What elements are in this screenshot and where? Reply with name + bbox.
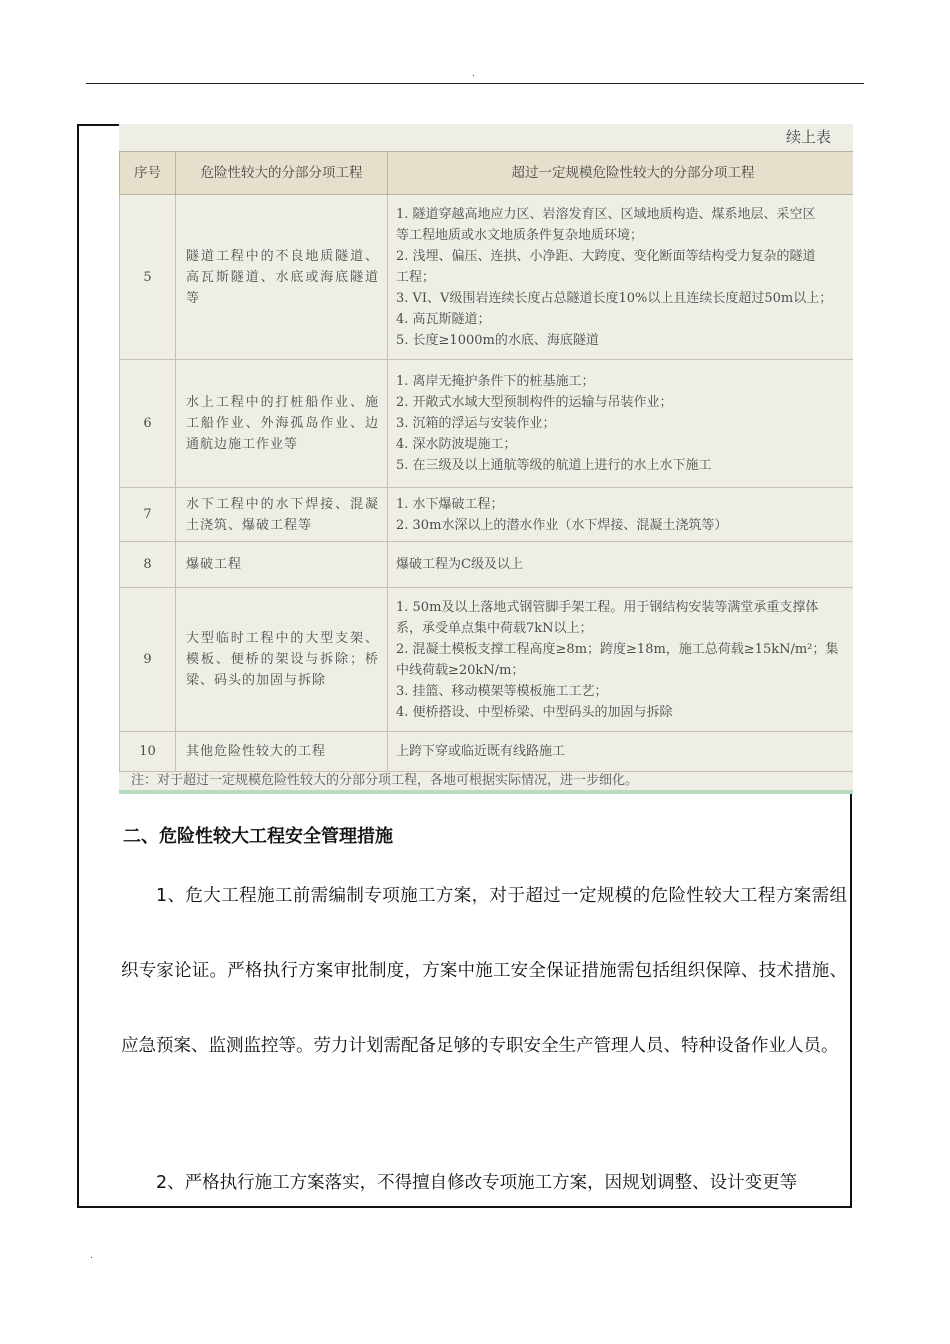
detail-line: 4. 深水防波堤施工； xyxy=(396,437,517,452)
detail-line: 系，承受单点集中荷载7kN以上； xyxy=(396,620,593,636)
detail-line: 中线荷载≥20kN/m； xyxy=(396,662,525,678)
row-details xyxy=(388,488,854,542)
paragraph-1: 1、危大工程施工前需编制专项施工方案，对于超过一定规模的危险性较大工程方案需组织专家论证。严格执行方案审批制度，方案中施工安全保证措施需包括组织保障、技术措施、应急预案、监测监控等。劳力计划需配备足够的专职安全生产管理人员、特种设备作业人员。 xyxy=(121,886,847,1056)
paragraph-2: 2、严格执行施工方案落实，不得擅自修改专项施工方案，因规划调整、设计变更等 xyxy=(156,1173,798,1193)
table-row xyxy=(120,360,854,488)
row-details xyxy=(388,360,854,488)
detail-line: 2. 混凝土模板支撑工程高度≥8m；跨度≥18m，施工总荷载≥15kN/m²；集 xyxy=(396,641,839,657)
row-number: 5 xyxy=(120,195,176,360)
detail-line: 5. 在三级及以上通航等级的航道上进行的水上水下施工 xyxy=(396,458,712,473)
header-rule xyxy=(86,83,864,84)
row-category: 其他危险性较大的工程 xyxy=(176,732,388,772)
table-row xyxy=(120,732,854,772)
detail-line: 上跨下穿或临近既有线路施工 xyxy=(396,744,566,759)
scan-bottom-edge xyxy=(119,790,853,794)
header-seq: 序号 xyxy=(120,152,176,195)
table-note: 注：对于超过一定规模危险性较大的分部分项工程，各地可根据实际情况，进一步细化。 xyxy=(131,773,639,788)
detail-line: 1. 50m及以上落地式钢管脚手架工程。用于钢结构安装等满堂承重支撑体 xyxy=(396,599,819,615)
hazard-table xyxy=(119,151,853,772)
section-title: 二、危险性较大工程安全管理措施 xyxy=(123,826,393,847)
row-number: 9 xyxy=(120,588,176,732)
frame-top-edge xyxy=(77,124,119,126)
footer-dot: . xyxy=(90,1250,93,1261)
detail-line: 爆破工程为C级及以上 xyxy=(396,557,523,572)
table-header-row xyxy=(120,152,854,195)
detail-line: 2. 开敞式水域大型预制构件的运输与吊装作业； xyxy=(396,395,673,410)
detail-line: 1. 水下爆破工程； xyxy=(396,496,504,512)
row-category: 水上工程中的打桩船作业、施工船作业、外海孤岛作业、边通航边施工作业等 xyxy=(176,360,388,488)
detail-line: 等工程地质或水文地质条件复杂地质环境； xyxy=(396,227,644,243)
row-details xyxy=(388,542,854,588)
detail-line: 3. 挂篮、移动模架等模板施工工艺； xyxy=(396,683,608,699)
row-details xyxy=(388,588,854,732)
scanned-table-image xyxy=(119,124,853,794)
row-category: 隧道工程中的不良地质隧道、高瓦斯隧道、水底或海底隧道等 xyxy=(176,195,388,360)
detail-line: 1. 离岸无掩护条件下的桩基施工； xyxy=(396,374,595,389)
header-over-scale: 超过一定规模危险性较大的分部分项工程 xyxy=(388,152,854,195)
row-number: 10 xyxy=(120,732,176,772)
table-row xyxy=(120,195,854,360)
detail-line: 2. 浅埋、偏压、连拱、小净距、大跨度、变化断面等结构受力复杂的隧道 xyxy=(396,248,816,264)
row-number: 8 xyxy=(120,542,176,588)
detail-line: 2. 30m水深以上的潜水作业（水下焊接、混凝土浇筑等） xyxy=(396,517,728,533)
detail-line: 工程； xyxy=(396,269,436,285)
row-category: 水下工程中的水下焊接、混凝土浇筑、爆破工程等 xyxy=(176,488,388,542)
table-row xyxy=(120,488,854,542)
continued-label: 续上表 xyxy=(785,128,831,146)
row-number: 6 xyxy=(120,360,176,488)
header-category: 危险性较大的分部分项工程 xyxy=(176,152,388,195)
row-category: 大型临时工程中的大型支架、模板、便桥的架设与拆除；桥梁、码头的加固与拆除 xyxy=(176,588,388,732)
row-details xyxy=(388,732,854,772)
row-category: 爆破工程 xyxy=(176,542,388,588)
detail-line: 1. 隧道穿越高地应力区、岩溶发育区、区域地质构造、煤系地层、采空区 xyxy=(396,206,816,222)
detail-line: 3. VI、V级围岩连续长度占总隧道长度10%以上且连续长度超过50m以上； xyxy=(396,290,833,306)
detail-line: 5. 长度≥1000m的水底、海底隧道 xyxy=(396,332,599,348)
detail-line: 4. 高瓦斯隧道； xyxy=(396,311,491,327)
header-dot: . xyxy=(472,68,475,79)
row-number: 7 xyxy=(120,488,176,542)
detail-line: 4. 便桥搭设、中型桥梁、中型码头的加固与拆除 xyxy=(396,704,673,720)
row-details xyxy=(388,195,854,360)
table-row xyxy=(120,588,854,732)
table-row xyxy=(120,542,854,588)
detail-line: 3. 沉箱的浮运与安装作业； xyxy=(396,416,556,431)
